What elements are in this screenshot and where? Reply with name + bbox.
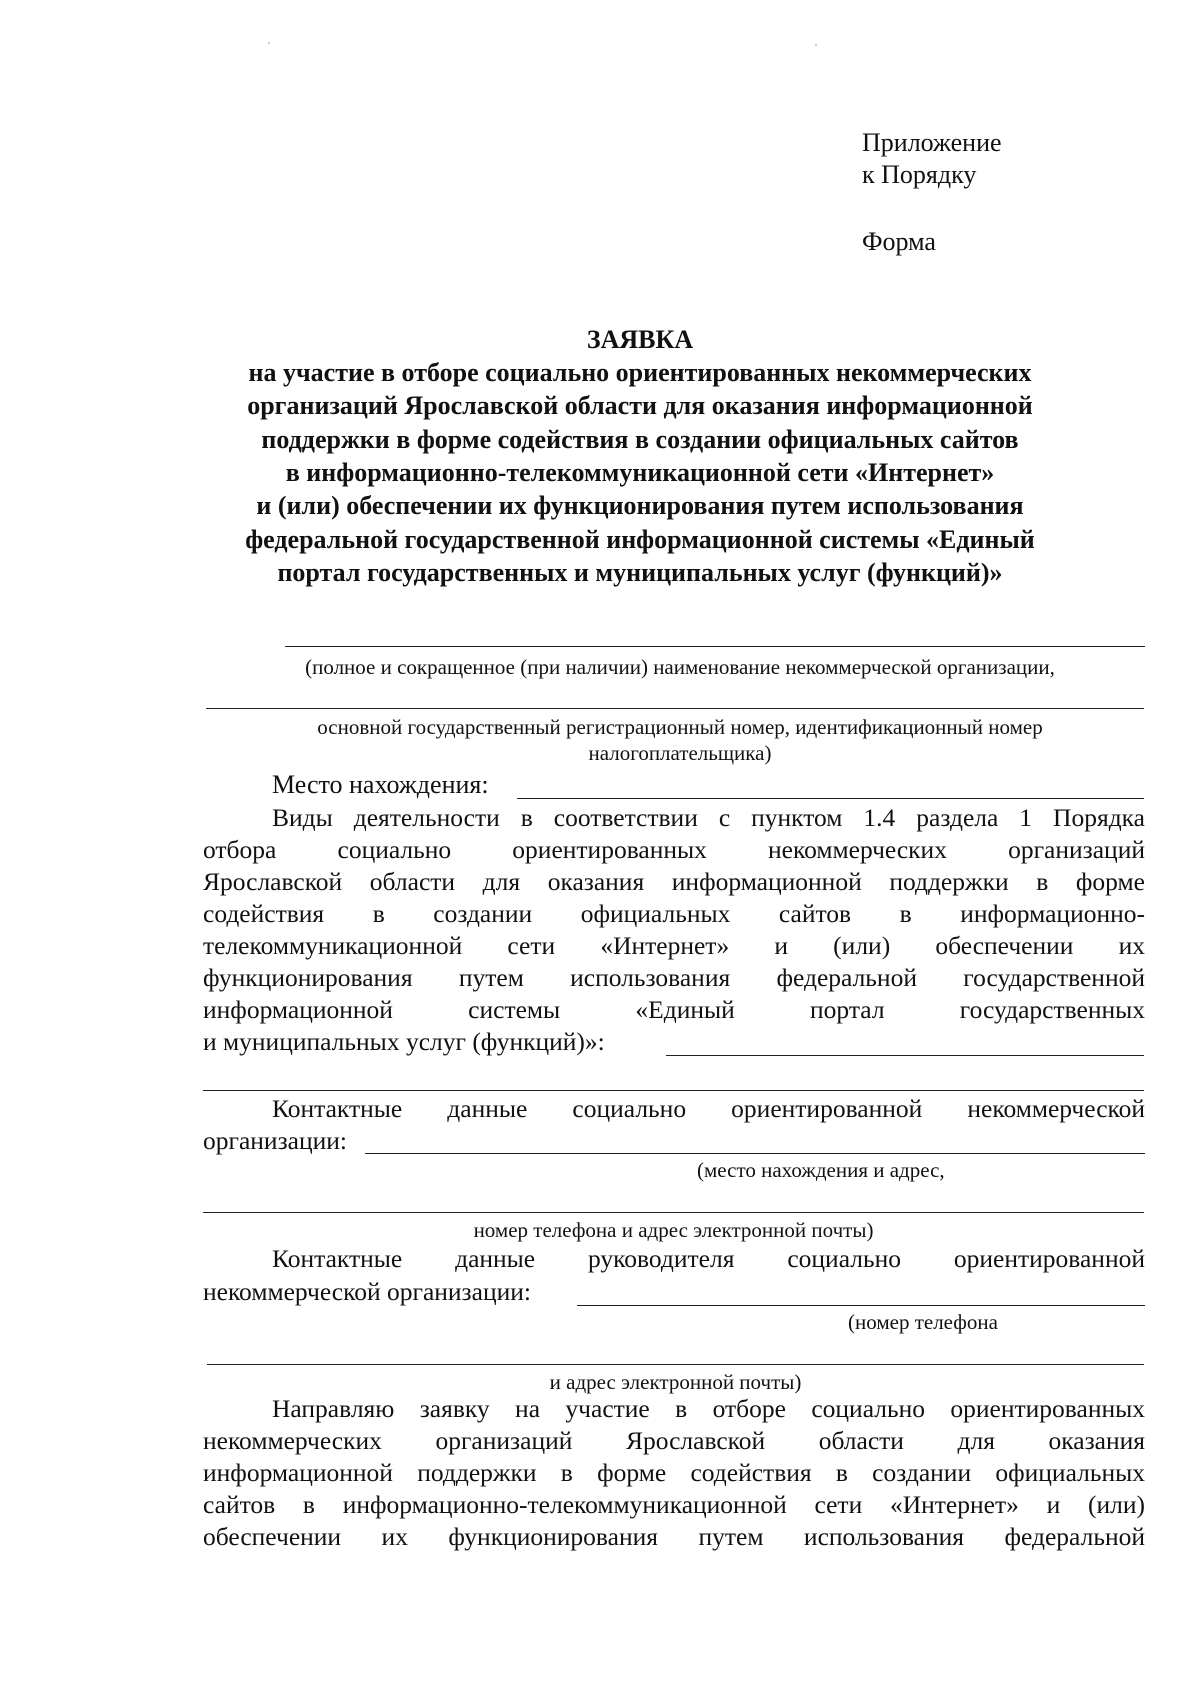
title-line: федеральной государственной информационной системы «Единый <box>245 525 1035 554</box>
scan-speck <box>268 42 270 44</box>
title-line: организаций Ярославской области для оказания информационной <box>247 391 1033 420</box>
activities-blank-line <box>666 1055 1144 1056</box>
location-blank-line <box>517 798 1144 799</box>
activities-line: телекоммуникационной сети «Интернет» и (или) обеспечении их <box>203 931 1145 960</box>
activities-line: функционирования путем использования федеральной государственной <box>203 963 1145 992</box>
title-line: поддержки в форме содействия в создании официальных сайтов <box>261 425 1019 454</box>
request-line: некоммерческих организаций Ярославской области для оказания <box>203 1426 1145 1455</box>
activities-line: содействия в создании официальных сайтов в информационно- <box>203 899 1145 928</box>
appendix-reference: к Порядку <box>862 160 977 189</box>
org-contacts-hint-2: номер телефона и адрес электронной почты) <box>473 1218 874 1242</box>
scan-speck <box>815 44 817 46</box>
head-contacts-line: Контактные данные руководителя социально ориентированной <box>272 1244 1145 1273</box>
org-contacts-blank-line <box>365 1153 1145 1154</box>
request-line: Направляю заявку на участие в отборе социально ориентированных <box>272 1394 1145 1423</box>
org-inn-hint: налогоплательщика) <box>588 741 772 765</box>
org-ogrn-hint: основной государственный регистрационный номер, идентификационный номер <box>317 715 1043 739</box>
activities-line: Ярославской области для оказания информационной поддержки в форме <box>203 867 1145 896</box>
head-contacts-blank-line <box>577 1305 1145 1306</box>
document-title: ЗАЯВКА <box>586 325 694 354</box>
activities-line: отбора социально ориентированных некоммерческих организаций <box>203 835 1145 864</box>
activities-line: информационной системы «Единый портал государственных <box>203 995 1145 1024</box>
request-line: сайтов в информационно-телекоммуникационной сети «Интернет» и (или) <box>203 1490 1145 1519</box>
org-contacts-blank-line-2 <box>203 1212 1144 1213</box>
activities-last-line: и муниципальных услуг (функций)»: <box>203 1027 605 1056</box>
activities-blank-line-2 <box>203 1090 1144 1091</box>
org-ogrn-blank-line <box>206 708 1144 709</box>
org-name-hint: (полное и сокращенное (при наличии) наименование некоммерческой организации, <box>305 655 1055 679</box>
activities-line: Виды деятельности в соответствии с пунктом 1.4 раздела 1 Порядка <box>272 803 1145 832</box>
head-contacts-label: некоммерческой организации: <box>203 1277 531 1306</box>
head-contacts-hint: (номер телефона <box>848 1310 998 1334</box>
request-line: информационной поддержки в форме содействия в создании официальных <box>203 1458 1145 1487</box>
title-line: в информационно-телекоммуникационной сети «Интернет» <box>285 458 995 487</box>
appendix-label: Приложение <box>862 128 1002 157</box>
org-contacts-hint: (место нахождения и адрес, <box>697 1158 945 1182</box>
head-contacts-blank-line-2 <box>207 1364 1144 1365</box>
request-line: обеспечении их функционирования путем использования федеральной <box>203 1522 1145 1551</box>
location-label: Место нахождения: <box>272 770 489 799</box>
title-line: портал государственных и муниципальных услуг (функций)» <box>277 558 1003 587</box>
head-contacts-hint-2: и адрес электронной почты) <box>549 1370 802 1394</box>
org-contacts-line: Контактные данные социально ориентированной некоммерческой <box>272 1094 1145 1123</box>
title-line: на участие в отборе социально ориентированных некоммерческих <box>248 358 1032 387</box>
title-line: и (или) обеспечении их функционирования путем использования <box>256 491 1024 520</box>
org-contacts-label: организации: <box>203 1126 347 1155</box>
form-label: Форма <box>862 227 936 256</box>
org-name-blank-line <box>285 646 1145 647</box>
